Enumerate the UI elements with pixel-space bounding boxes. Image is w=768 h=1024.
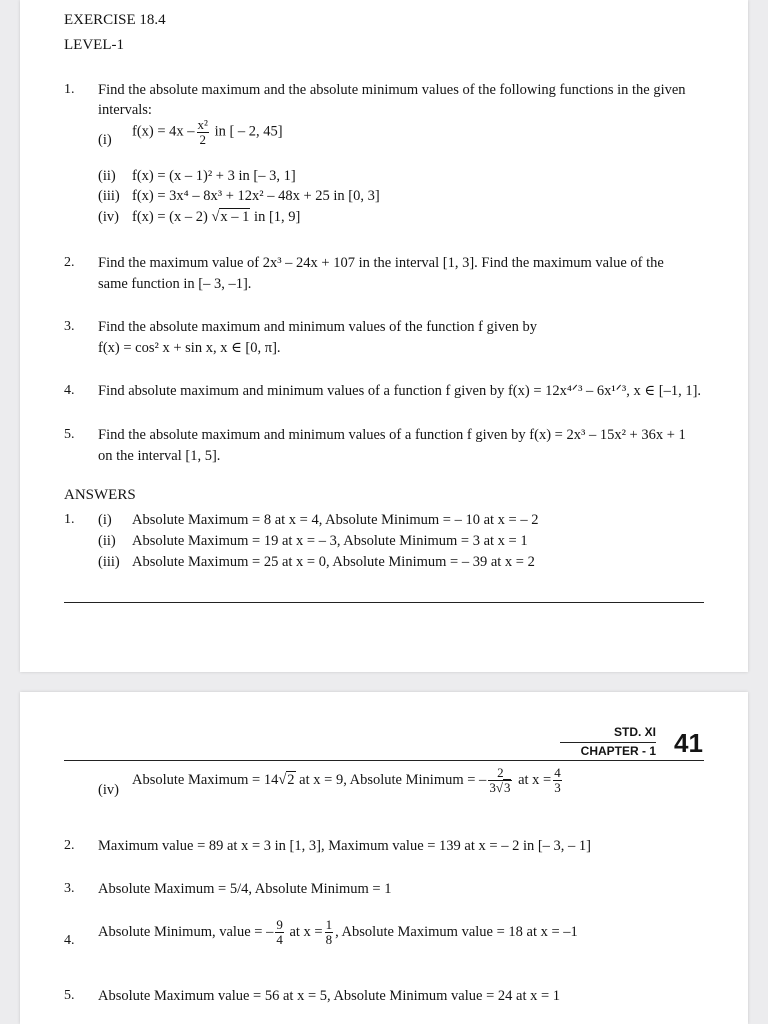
answer-text: Absolute Maximum = 8 at x = 4, Absolute Minimum = – 10 at x = – 2 [132, 512, 539, 528]
fraction: $\frac{\text{x²}}{2}$ [197, 117, 208, 147]
fraction: $\frac{4}{3}$ [554, 765, 561, 795]
answer-number: 4. [64, 933, 75, 948]
equation: f(x) = 4x – $\frac{\text{x²}}{2}$ in [ – 2, 45] [132, 117, 283, 147]
answer-label: (iv) [98, 782, 119, 798]
question-text: Find the absolute maximum and minimum values of the function f given by [98, 319, 537, 335]
answers-heading: ANSWERS [64, 487, 136, 503]
question-text: on the interval [1, 5]. [98, 448, 221, 464]
page-1 [20, 0, 748, 672]
part-label: (i) [98, 132, 112, 148]
question-text: same function in [– 3, –1]. [98, 276, 252, 292]
level-label: LEVEL-1 [64, 37, 124, 53]
answer-number: 3. [64, 881, 75, 896]
answer-text: Absolute Maximum value = 56 at x = 5, Absolute Minimum value = 24 at x = 1 [98, 988, 561, 1004]
answer-label: (iii) [98, 554, 120, 570]
question-text: Find absolute maximum and minimum values of a function f given by f(x) = 12x⁴ᐟ³ – 6x¹ᐟ³, x ∈ [–1, 1]. [98, 383, 702, 399]
answer-text: Absolute Minimum, value = – $\frac{9}{4}$ at x = $\frac{1}{8}$ , Absolute Maximum value = 18 at x = –1 [98, 917, 578, 947]
radicand: x – 1 [220, 209, 250, 225]
answer-text: Absolute Maximum = 19 at x = – 3, Absolute Minimum = 3 at x = 1 [132, 533, 528, 549]
question-number: 1. [64, 82, 75, 97]
equation: f(x) = (x – 1)² + 3 in [– 3, 1] [132, 168, 296, 184]
page-2 [20, 692, 748, 1024]
question-number: 3. [64, 319, 75, 334]
chapter-label: CHAPTER - 1 [560, 742, 656, 758]
answer-number: 2. [64, 838, 75, 853]
page-number: 41 [674, 728, 703, 758]
equation: f(x) = (x – 2) √x – 1 in [1, 9] [132, 209, 301, 225]
question-text: Find the absolute maximum and the absolute minimum values of the following functions in the given [98, 82, 686, 98]
question-number: 5. [64, 427, 75, 442]
answer-label: (ii) [98, 533, 116, 549]
answer-text: Maximum value = 89 at x = 3 in [1, 3], Maximum value = 139 at x = – 2 in [– 3, – 1] [98, 838, 592, 854]
equation: f(x) = 3x⁴ – 8x³ + 12x² – 48x + 25 in [0, 3] [132, 188, 380, 204]
divider [64, 602, 704, 603]
part-label: (ii) [98, 168, 116, 184]
answer-text: Absolute Maximum = 14√2 at x = 9, Absolute Minimum = – $\frac{2}{3√3}$ at x = $\frac{4}{3}$ [132, 765, 561, 795]
answer-number: 5. [64, 988, 75, 1003]
part-label: (iv) [98, 209, 119, 225]
std-label: STD. XI [613, 725, 656, 739]
answer-number: 1. [64, 512, 75, 527]
part-label: (iii) [98, 188, 120, 204]
fraction: $\frac{9}{4}$ [276, 917, 283, 947]
question-text: f(x) = cos² x + sin x, x ∈ [0, π]. [98, 340, 281, 356]
question-text: Find the maximum value of 2x³ – 24x + 107 in the interval [1, 3]. Find the maximum value of the [98, 255, 664, 271]
question-text: Find the absolute maximum and minimum values of a function f given by f(x) = 2x³ – 15x² + 36x + 1 [98, 427, 686, 443]
answer-text: Absolute Maximum = 25 at x = 0, Absolute Minimum = – 39 at x = 2 [132, 554, 535, 570]
fraction: $\frac{2}{3√3}$ [489, 765, 511, 795]
answer-label: (i) [98, 512, 112, 528]
question-text: intervals: [98, 102, 152, 118]
fraction: $\frac{1}{8}$ [325, 917, 333, 947]
question-number: 2. [64, 255, 75, 270]
exercise-title: EXERCISE 18.4 [64, 12, 166, 28]
question-number: 4. [64, 383, 75, 398]
header-rule [64, 760, 704, 761]
answer-text: Absolute Maximum = 5/4, Absolute Minimum = 1 [98, 881, 392, 897]
